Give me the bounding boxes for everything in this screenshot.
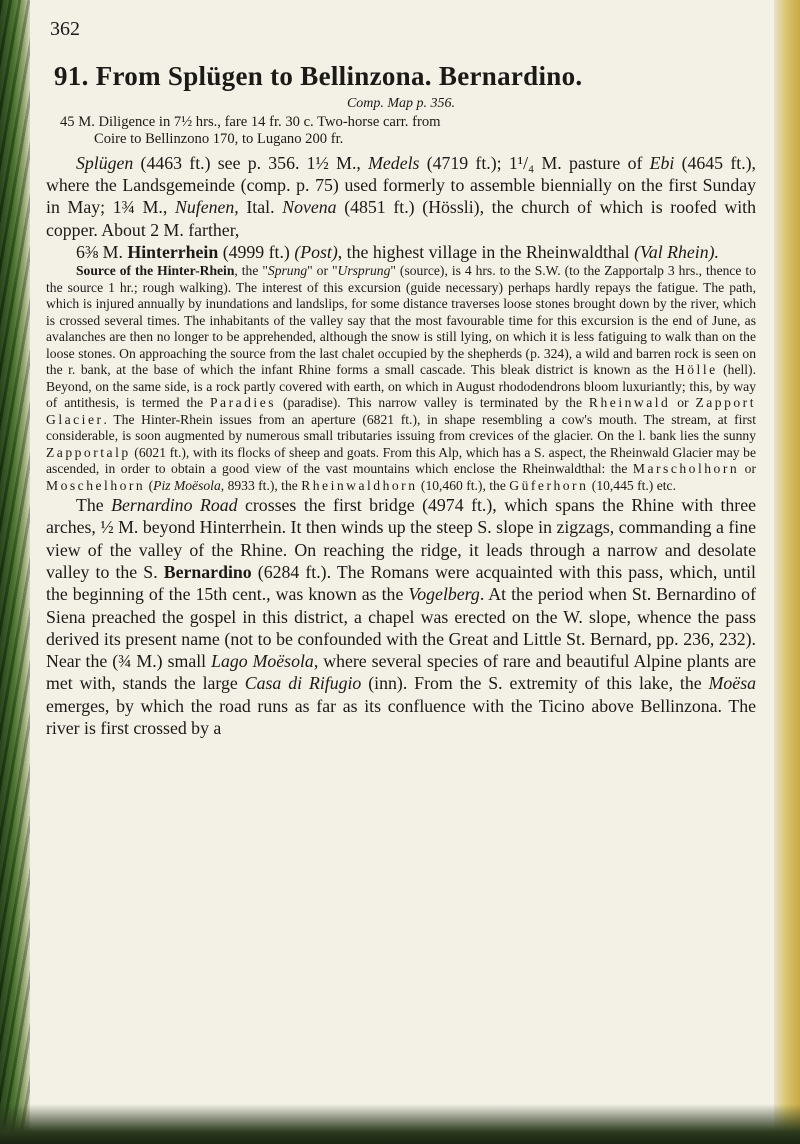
paragraph-splugen bbox=[46, 152, 756, 241]
text: emerges, by which the road runs as far as its confluence with the Ticino above Bellinzona. The river is first crossed by a bbox=[46, 695, 756, 738]
text: (4999 ft.) bbox=[218, 241, 295, 262]
text: , 8933 ft.), the bbox=[220, 477, 302, 493]
place-guferhorn: Güferhorn bbox=[509, 477, 589, 493]
place-paradies: Paradies bbox=[209, 395, 277, 411]
place-vogelberg: Vogelberg bbox=[408, 584, 480, 605]
text: (paradise). This narrow valley is terminated by the bbox=[276, 395, 589, 411]
text: crosses the first bridge (4974 ft.), which spans the Rhine with three arches, ½ M. beyond Hinterrhein. It then winds up the steep S. slope in zigzags, commanding a fine view of the valley of the Rhine. On reaching the ridge, it leads through a narrow and desolate valley to the S. bbox=[46, 495, 756, 582]
paragraph-source-hinter-rhein bbox=[46, 263, 756, 494]
place-holle: Hölle bbox=[674, 362, 718, 378]
text: (6021 ft.), with its flocks of sheep and goats. From this Alp, which has a S. aspect, the Rheinwald Glacier may be ascended, in order to obtain a good view of the vast mountains which enclose the Rheinwaldthal: the bbox=[46, 444, 756, 477]
place-splugen: Splügen bbox=[76, 153, 134, 173]
text: . The Hinter-Rhein issues from an aperture (6821 ft.), in shape resembling a cow's mouth. The stream, at first considerable, is soon augmented by numerous small tributaries issuing from crevices of the glacier. On the l. bank lies the sunny bbox=[46, 411, 756, 444]
book-edge-gilt bbox=[774, 0, 800, 1144]
place-piz-moesola: Piz Moësola bbox=[153, 477, 221, 493]
book-page bbox=[46, 18, 756, 739]
place-bernardino-road: Bernardino Road bbox=[111, 495, 238, 516]
page-number: 362 bbox=[50, 18, 80, 40]
paragraph-hinterrhein bbox=[46, 241, 756, 263]
text: (4645 ft.), where the Landsgemeinde (comp. p. 75) used formerly to assemble biennially on the first Sunday in May; 1¾ M., bbox=[46, 153, 757, 218]
text: , where several species of rare and beautiful Alpine plants are met with, stands the large bbox=[46, 651, 756, 694]
place-zapportalp: Zapportalp bbox=[46, 444, 131, 460]
place-zapport-glacier: Zapport Glacier bbox=[46, 395, 756, 427]
place-hinterrhein: Hinterrhein bbox=[127, 241, 219, 262]
text: " (source), is 4 hrs. to the S.W. (to the Zapportalp 3 hrs., thence to the source 1 hr.; rough walking). The interest of this excursion (guide necessary) perhaps hardly repays the fatigue. The path, which is injured annually by inundations and landslips, for some distance traverses loose stones brought down by the river, which is crossed several times. The inhabitants of the valley say that the most favourable time for this excursion is the end of June, as avalanches are then no longer to be apprehended, although the snow is still lying, on which it is less fatiguing to walk than on the loose stones. On approaching the source from the last chalet occupied by the shepherds (p. 324), a wild and barren rock is seen on the r. bank, at the base of which the infant Rhine forms a small cascade. This bleak district is known as the bbox=[46, 263, 757, 378]
place-casa-di-rifugio: Casa di Rifugio bbox=[244, 673, 362, 694]
route-line-2: Coire to Bellinzono 170, to Lugano 200 fr. bbox=[94, 131, 344, 147]
place-medels: Medels bbox=[368, 153, 420, 173]
place-moschelhorn: Moschelhorn bbox=[46, 477, 146, 493]
place-ebi: Ebi bbox=[649, 153, 675, 173]
book-edge-bottom bbox=[0, 1104, 800, 1144]
route-info bbox=[60, 114, 756, 148]
text-post: (Post) bbox=[294, 241, 338, 262]
text: Sprung bbox=[267, 263, 308, 279]
text: , the " bbox=[234, 263, 268, 279]
place-moesa: Moësa bbox=[708, 673, 756, 694]
text: . At the period when St. Bernardino of Siena preached the gospel in this district, a chapel was erected on the W. slope, whence the pass derived its present name (not to be confounded with the Great and Little St. Bernard, pp. 236, 232). Near the (¾ M.) small bbox=[46, 584, 756, 672]
text: " or " bbox=[307, 263, 338, 279]
route-line-1: 45 M. Diligence in 7½ hrs., fare 14 fr. 30 c. Two-horse carr. from bbox=[60, 114, 441, 130]
place-novena: Novena bbox=[282, 197, 337, 218]
text: (4719 ft.); 1¹/₄ M. pasture of bbox=[419, 153, 650, 173]
text: Ursprung bbox=[337, 263, 391, 279]
text: (4851 ft.) (Hössli), the church of which is roofed with copper. About 2 M. farther, bbox=[46, 197, 756, 240]
place-nufenen: Nufenen bbox=[175, 197, 235, 218]
text: 6⅜ M. bbox=[76, 241, 128, 262]
text: (inn). From the S. extremity of this lake, the bbox=[361, 673, 709, 694]
place-rheinwaldhorn: Rheinwaldhorn bbox=[301, 477, 418, 493]
place-bernardino: Bernardino bbox=[163, 561, 252, 582]
text: (hell). Beyond, on the same side, is a rock partly covered with earth, on which in August rhododendrons bloom luxuriantly; this, by way of antithesis, is termed the bbox=[46, 362, 756, 411]
text: ( bbox=[145, 477, 154, 493]
text-val-rhein: (Val Rhein). bbox=[634, 241, 720, 262]
place-rheinwald: Rheinwald bbox=[588, 395, 671, 411]
text: (6284 ft.). The Romans were acquainted with this pass, which, until the beginning of the 15th cent., was known as the bbox=[46, 561, 756, 605]
place-marscholhorn: Marscholhorn bbox=[632, 461, 740, 477]
text: or bbox=[670, 395, 696, 411]
map-reference: Comp. Map p. 356. bbox=[346, 96, 456, 111]
section-title: 91. From Splügen to Bellinzona. Bernardino. bbox=[54, 61, 583, 91]
text: (10,460 ft.), the bbox=[417, 477, 510, 493]
text: , the highest village in the Rheinwaldthal bbox=[337, 241, 635, 262]
text: (10,445 ft.) etc. bbox=[588, 477, 676, 493]
text: (4463 ft.) see p. 356. 1½ M., bbox=[133, 153, 369, 173]
place-lago-moesola: Lago Moësola bbox=[211, 651, 314, 672]
text: The bbox=[76, 495, 112, 516]
text: or bbox=[739, 461, 756, 477]
book-edge-foliage bbox=[0, 0, 30, 1144]
paragraph-bernardino-road bbox=[46, 494, 756, 739]
text: , Ital. bbox=[234, 197, 283, 218]
heading-source: Source of the Hinter-Rhein bbox=[76, 263, 235, 279]
